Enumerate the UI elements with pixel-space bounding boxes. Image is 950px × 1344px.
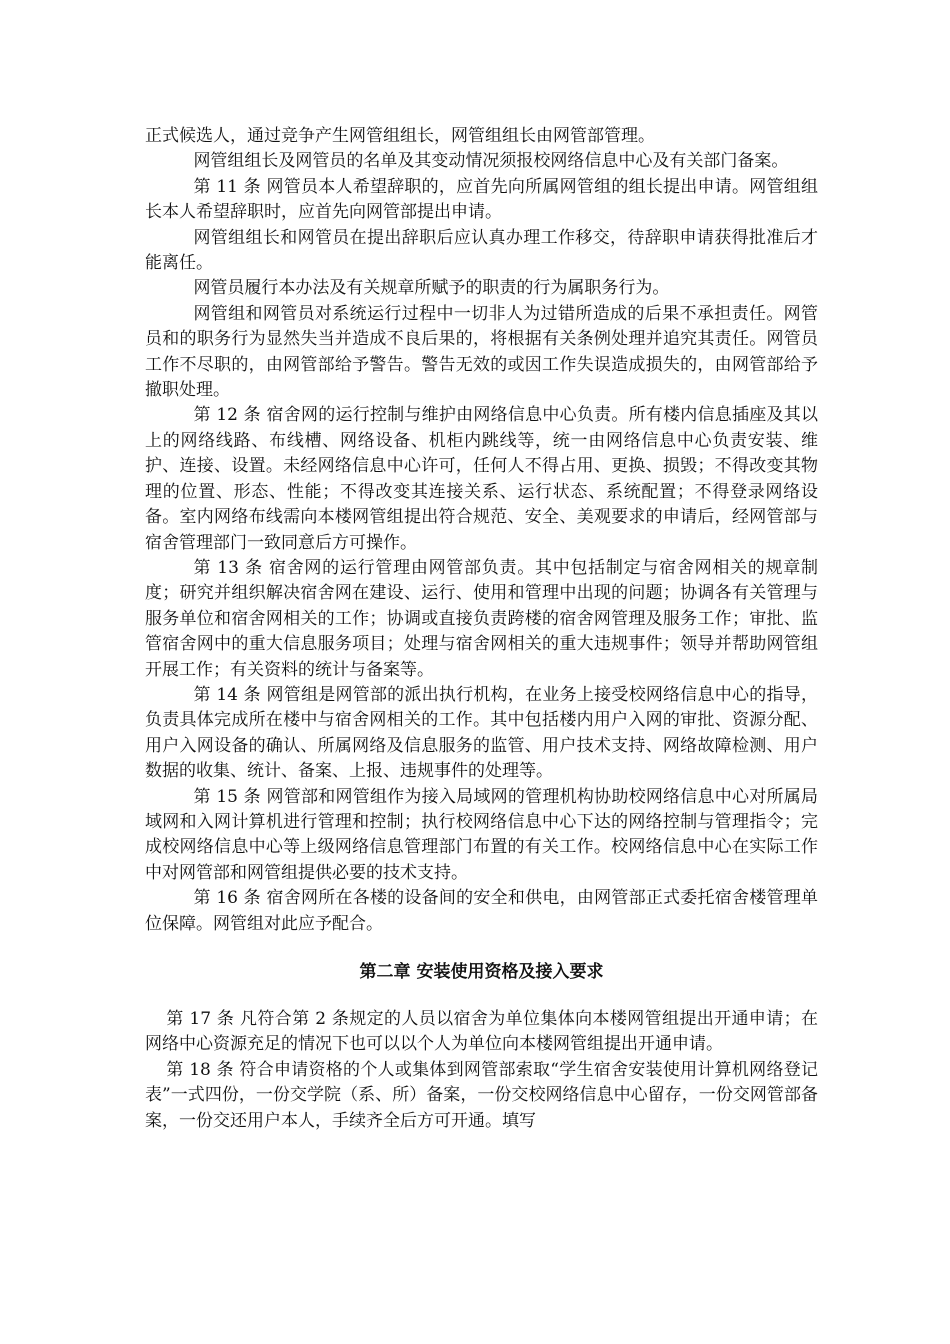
chapter-heading: 第二章 安装使用资格及接入要求 — [359, 962, 604, 982]
paragraph-resignation-handover: 网管组组长和网管员在提出辞职后应认真办理工作移交，待辞职申请获得批准后才能离任。 — [145, 227, 818, 274]
paragraph-continuation: 正式候选人，通过竞争产生网管组组长，网管组组长由网管部管理。 — [145, 126, 655, 146]
article-13: 第 13 条 宿舍网的运行管理由网管部负责。其中包括制定与宿舍网相关的规章制度；研究并组织解决宿舍网在建设、运行、使用和管理中出现的问题；协调各有关管理与服务单位和宿舍网相关的工作；协调或直接负责跨楼的宿舍网管理及服务工作；审批、监管宿舍网中的重大信息服务项目；处理与宿舍网相关的重大违规事件；领导并帮助网管组开展工作；有关资料的统计与备案等。 — [145, 557, 818, 680]
paragraph-liability: 网管组和网管员对系统运行过程中一切非人为过错所造成的后果不承担责任。网管员和的职务行为显然失当并造成不良后果的，将根据有关条例处理并追究其责任。网管员工作不尽职的，由网管部给予警告。警告无效的或因工作失误造成损失的，由网管部给予撤职处理。 — [145, 303, 818, 401]
article-14: 第 14 条 网管组是网管部的派出执行机构，在业务上接受校网络信息中心的指导，负责具体完成所在楼中与宿舍网相关的工作。其中包括楼内用户入网的审批、资源分配、用户入网设备的确认、所属网络及信息服务的监管、用户技术支持、网络故障检测、用户数据的收集、统计、备案、上报、违规事件的处理等。 — [145, 684, 818, 782]
article-18: 第 18 条 符合申请资格的个人或集体到网管部索取“学生宿舍安装使用计算机网络登记表”一式四份，一份交学院（系、所）备案，一份交校网络信息中心留存，一份交网管部备案，一份交还用户本人，手续齐全后方可开通。填写 — [145, 1059, 818, 1131]
article-11: 第 11 条 网管员本人希望辞职的，应首先向所属网管组的组长提出申请。网管组组长本人希望辞职时，应首先向网管部提出申请。 — [145, 176, 818, 223]
paragraph-roster-filing: 网管组组长及网管员的名单及其变动情况须报校网络信息中心及有关部门备案。 — [193, 151, 789, 172]
article-15: 第 15 条 网管部和网管组作为接入局域网的管理机构协助校网络信息中心对所属局域网和入网计算机进行管理和控制；执行校网络信息中心下达的网络控制与管理指令；完成校网络信息中心等上级网络信息管理部门布置的有关工作。校网络信息中心在实际工作中对网管部和网管组提供必要的技术支持。 — [145, 786, 818, 883]
article-16: 第 16 条 宿舍网所在各楼的设备间的安全和供电，由网管部正式委托宿舍楼管理单位保障。网管组对此应予配合。 — [145, 888, 818, 934]
article-12: 第 12 条 宿舍网的运行控制与维护由网络信息中心负责。所有楼内信息插座及其以上的网络线路、布线槽、网络设备、机柜内跳线等，统一由网络信息中心负责安装、维护、连接、设置。未经网络信息中心许可，任何人不得占用、更换、损毁；不得改变其物理的位置、形态、性能；不得改变其连接关系、运行状态、系统配置；不得登录网络设备。室内网络布线需向本楼网管组提出符合规范、安全、美观要求的申请后，经网管部与宿舍管理部门一致同意后方可操作。 — [145, 405, 818, 553]
paragraph-official-duty: 网管员履行本办法及有关规章所赋予的职责的行为属职务行为。 — [193, 278, 670, 299]
document-body — [145, 124, 818, 1134]
article-17: 第 17 条 凡符合第 2 条规定的人员以宿舍为单位集体向本楼网管组提出开通申请；在网络中心资源充足的情况下也可以以个人为单位向本楼网管组提出开通申请。 — [145, 1009, 818, 1055]
